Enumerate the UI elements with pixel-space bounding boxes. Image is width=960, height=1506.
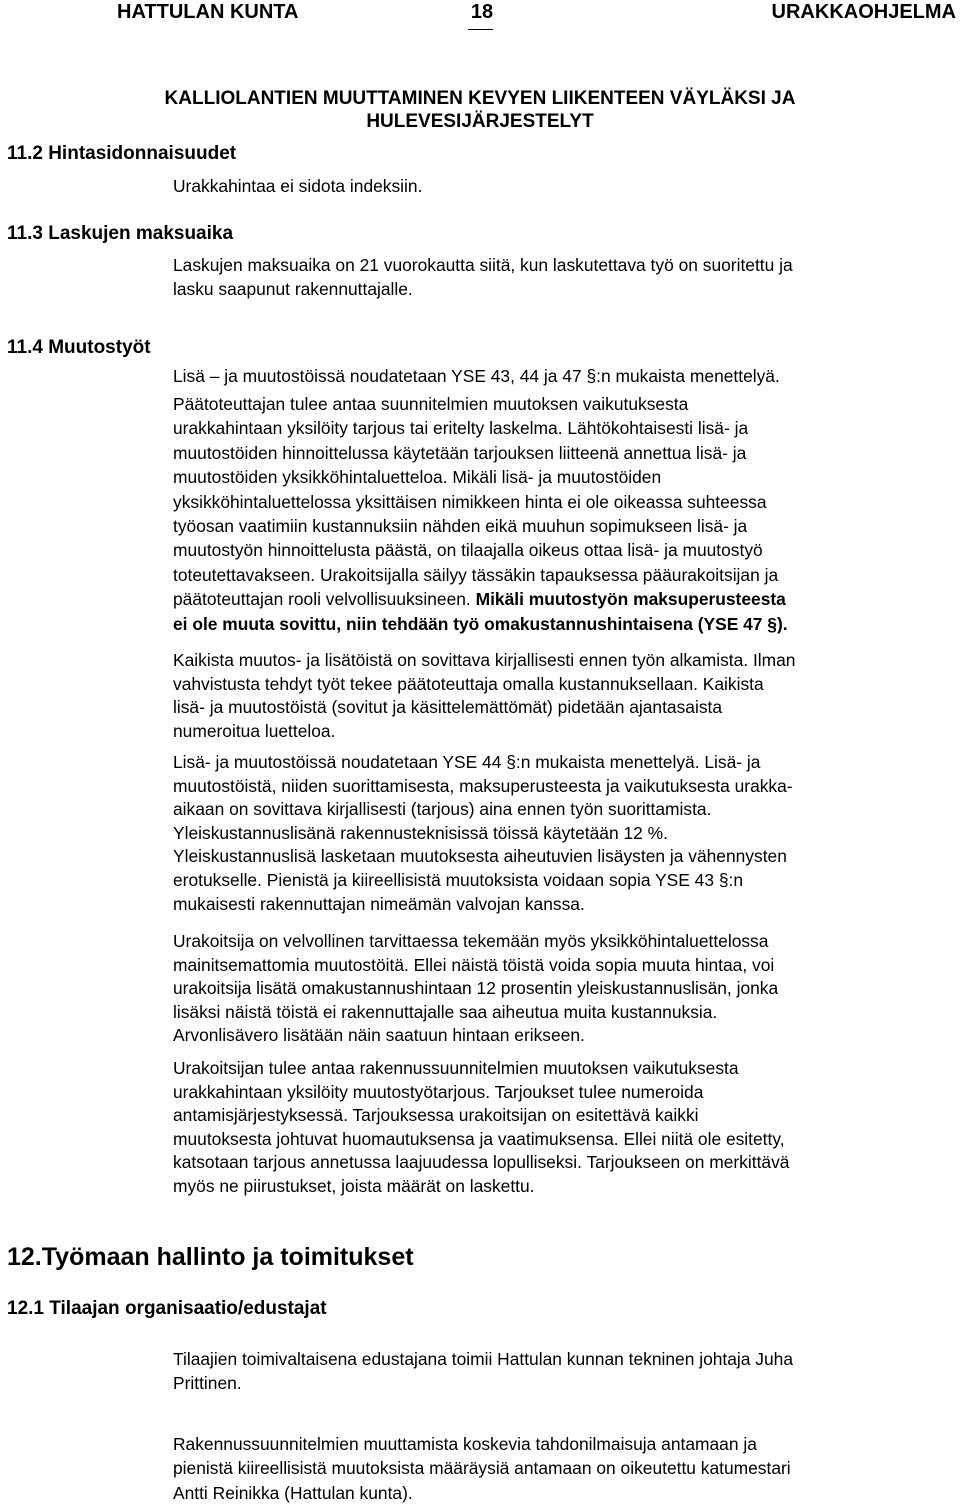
paragraph-11-4-1: Lisä – ja muutostöissä noudatetaan YSE 43, 44 ja 47 §:n mukaista menettelyä.: [173, 366, 780, 386]
paragraph-11-3-1: Laskujen maksuaika on 21 vuorokautta siitä, kun laskutettava työ on suoritettu ja lasku saapunut rakennuttajalle.: [173, 255, 793, 300]
page-number-underline: [468, 29, 493, 30]
paragraph-11-4-2-text: Päätoteuttajan tulee antaa suunnitelmien muutoksen vaikutuksesta urakkahintaan yksilöity tarjous tai eritelty laskelma. Lähtökohtaisesti lisä- ja muutostöiden hinnoittelussa käytetään tarjouksen liitteenä annettua lisä- ja muutostöiden yksikköhintaluetteloa. Mikäli lisä- ja muutostöiden yksikköhintaluettelossa yksittäisen nimikkeen hinta ei ole oikeassa suhteessa työosan vaatimiin kustannuksiin nähden eikä muuhun sopimukseen lisä- ja muutostyön hinnoittelusta päästä, on tilaajalla oikeus ottaa lisä- ja muutostyö toteutettavakseen. Urakoitsijalla säilyy tässäkin tapauksessa pääurakoitsijan ja päätoteuttajan rooli velvollisuuksineen.: [173, 394, 779, 610]
paragraph-12-1-2: Rakennussuunnitelmien muuttamista koskevia tahdonilmaisuja antamaan ja pienistä kiireellisistä muutoksista määräysiä antamaan on oikeutettu katumestari Antti Reinikka (Hattulan kunta).: [173, 1434, 791, 1503]
page-number: 18: [470, 1, 494, 23]
heading-12-1: 12.1 Tilaajan organisaatio/edustajat: [7, 1298, 327, 1319]
paragraph-11-4-5: Urakoitsija on velvollinen tarvittaessa tekemään myös yksikköhintaluettelossa mainitsemattomia muutostöitä. Ellei näistä töistä voida sopia muuta hintaa, voi urakoitsija lisätä omakustannushintaan 12 prosentin yleiskustannuslisän, jonka lisäksi näistä töistä ei rakennuttajalle saa aiheutua muita kustannuksia. Arvonlisävero lisätään näin saatuun hintaan erikseen.: [173, 931, 779, 1046]
document-title: KALLIOLANTIEN MUUTTAMINEN KEVYEN LIIKENTEEN VÄYLÄKSI JA HULEVESIJÄRJESTELYT: [164, 88, 796, 132]
heading-11-2: 11.2 Hintasidonnaisuudet: [7, 143, 237, 164]
paragraph-11-2-1: Urakkahintaa ei sidota indeksiin.: [173, 176, 423, 196]
header-right: URAKKAOHJELMA: [771, 1, 956, 23]
heading-11-4: 11.4 Muutostyöt: [7, 337, 151, 358]
heading-11-3: 11.3 Laskujen maksuaika: [7, 223, 234, 244]
heading-12: 12.Työmaan hallinto ja toimitukset: [7, 1243, 414, 1271]
paragraph-11-4-3: Kaikista muutos- ja lisätöistä on sovittava kirjallisesti ennen työn alkamista. Ilman vahvistusta tehdyt työt tekee päätoteuttaja omalla kustannuksellaan. Kaikista lisä- ja muutostöistä (sovitut ja käsittelemättömät) pidetään ajantasaista numeroitua luetteloa.: [173, 650, 796, 741]
paragraph-11-4-4: Lisä- ja muutostöissä noudatetaan YSE 44 §:n mukaista menettelyä. Lisä- ja muutostöistä, niiden suorittamisesta, maksuperusteesta ja vaikutuksesta urakka- aikaan on sovittava kirjallisesti (tarjous) aina ennen työn suorittamista. Yleiskustannuslisänä rakennusteknisissä töissä käytetään 12 %. Yleiskustannuslisä lasketaan muutoksesta aiheutuvien lisäysten ja vähennysten erotukselle. Pienistä ja kiireellisistä muutoksista voidaan sopia YSE 43 §:n mukaisesti rakennuttajan nimeämän valvojan kanssa.: [173, 752, 793, 914]
paragraph-12-1-1: Tilaajien toimivaltaisena edustajana toimii Hattulan kunnan tekninen johtaja Juha Prittinen.: [173, 1349, 794, 1394]
paragraph-11-4-2-bold: Mikäli muutostyön maksuperusteesta ei ole muuta sovittu, niin tehdään työ omakustannushintaisena (YSE 47 §).: [173, 589, 788, 634]
paragraph-11-4-6: Urakoitsijan tulee antaa rakennussuunnitelmien muutoksen vaikutuksesta urakkahintaan yksilöity muutostyötarjous. Tarjoukset tulee numeroida antamisjärjestyksessä. Tarjouksessa urakoitsijan on esitettävä kaikki muutoksesta johtuvat huomautuksensa ja vaatimuksensa. Ellei niitä ole esitetty, katsotaan tarjous annetussa laajuudessa lopulliseksi. Tarjoukseen on merkittävä myös ne piirustukset, joista määrät on laskettu.: [173, 1058, 790, 1196]
header-left: HATTULAN KUNTA: [117, 1, 299, 23]
paragraph-11-4-2: [173, 392, 953, 636]
